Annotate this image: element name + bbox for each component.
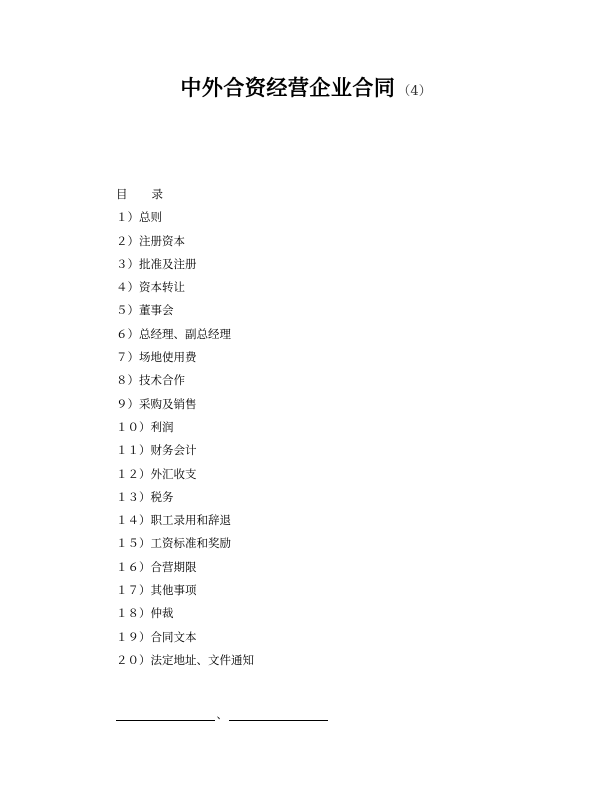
- signature-line: [116, 702, 328, 721]
- signature-blank-left: [116, 710, 215, 721]
- toc-item: ９）采购及销售: [116, 396, 197, 411]
- toc-item: １７）其他事项: [116, 583, 197, 598]
- toc-item: １９）合同文本: [116, 629, 197, 644]
- toc-item: ４）资本转让: [116, 280, 185, 295]
- toc-heading: [116, 183, 254, 206]
- document-title: 中外合资经营企业合同: [180, 76, 396, 100]
- table-of-contents: [116, 183, 254, 672]
- toc-item: １）总则: [116, 210, 162, 225]
- signature-separator: 、: [216, 708, 228, 721]
- document-title-number: （4）: [397, 84, 432, 99]
- toc-item: １１）财务会计: [116, 443, 197, 458]
- toc-item: １２）外汇收支: [116, 466, 197, 481]
- toc-heading-right: 录: [151, 187, 163, 201]
- toc-item: １５）工资标准和奖励: [116, 536, 231, 551]
- page-title: [0, 73, 612, 107]
- toc-item: ２０）法定地址、文件通知: [116, 652, 254, 667]
- toc-item: ２）注册资本: [116, 233, 185, 248]
- signature-blank-right: [229, 710, 328, 721]
- toc-item: １４）职工录用和辞退: [116, 513, 231, 528]
- toc-item: １０）利润: [116, 419, 174, 434]
- toc-item: ８）技术合作: [116, 373, 185, 388]
- toc-item: ７）场地使用费: [116, 350, 197, 365]
- toc-item: １８）仲裁: [116, 606, 174, 621]
- toc-item: ３）批准及注册: [116, 256, 197, 271]
- toc-item: １３）税务: [116, 489, 174, 504]
- toc-item: １６）合营期限: [116, 559, 197, 574]
- toc-item: ６）总经理、副总经理: [116, 326, 231, 341]
- toc-item: ５）董事会: [116, 303, 174, 318]
- toc-heading-left: 目: [116, 187, 128, 201]
